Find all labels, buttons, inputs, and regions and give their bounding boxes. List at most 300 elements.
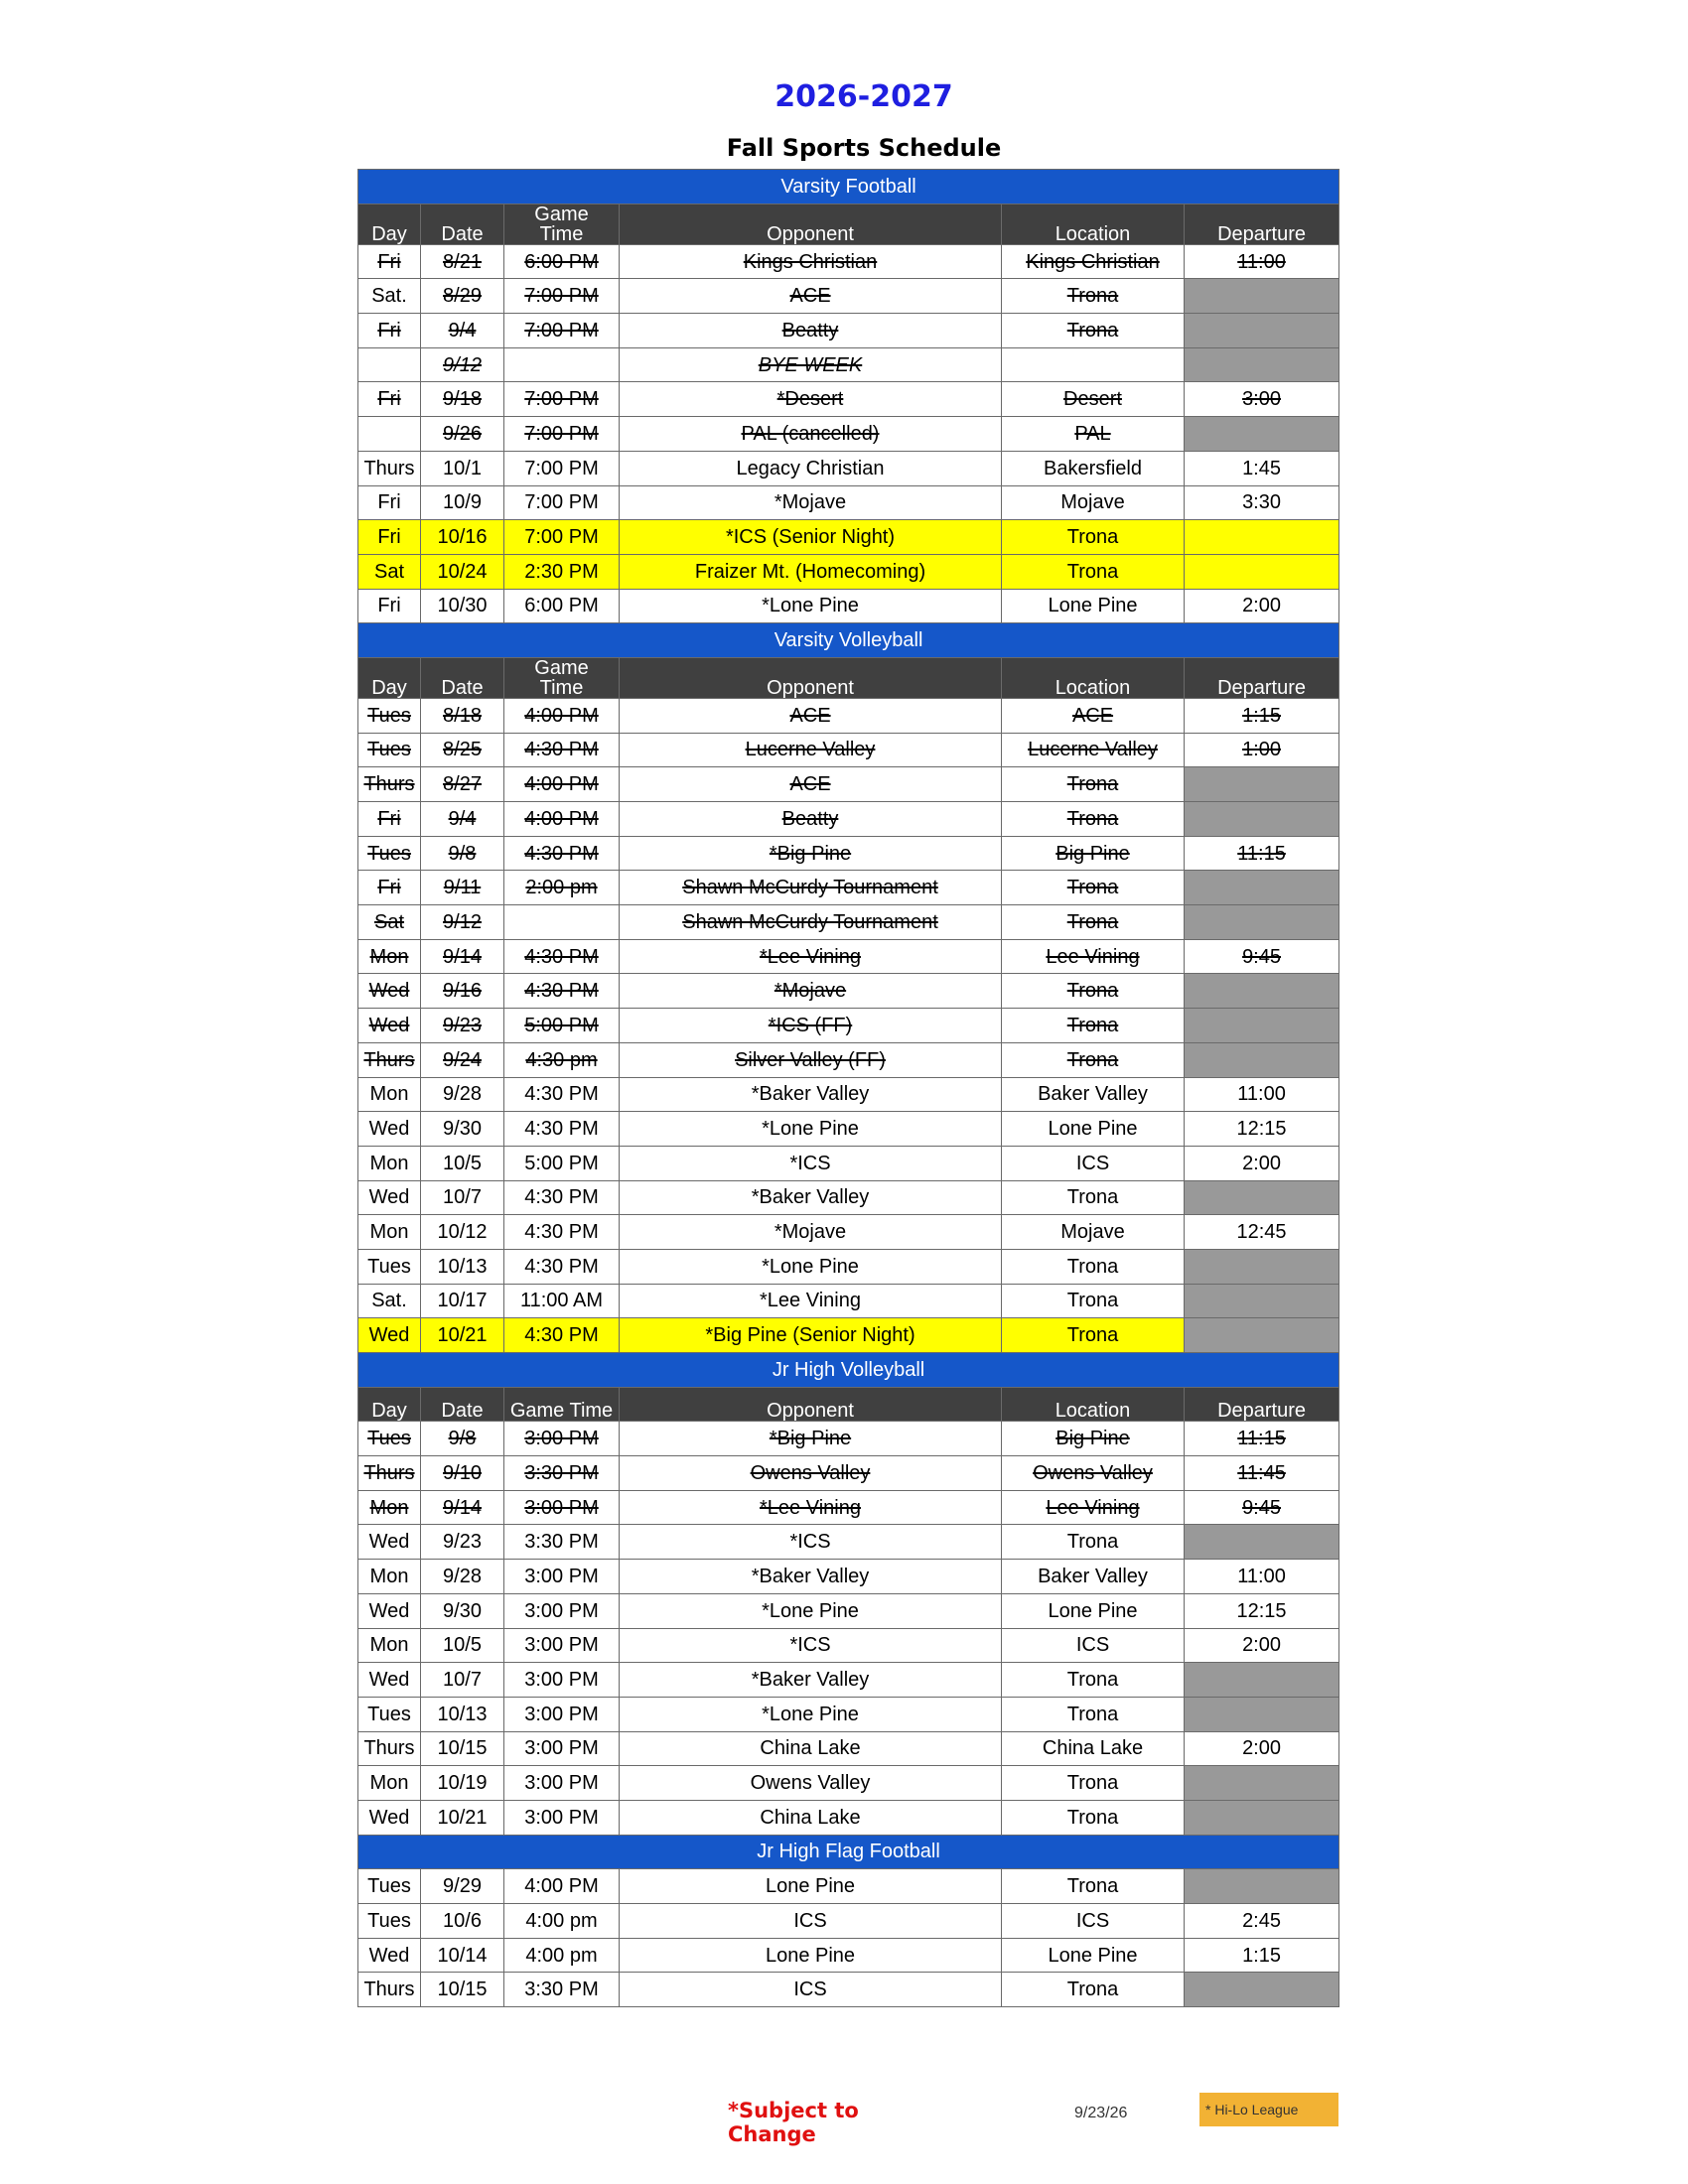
day-cell: Wed	[358, 1009, 421, 1043]
page-subtitle: Fall Sports Schedule	[726, 134, 1002, 162]
col-departure: Departure	[1185, 657, 1339, 698]
time-cell: 2:00 pm	[504, 871, 620, 905]
date-cell: 9/4	[421, 314, 504, 348]
departure-cell	[1185, 1180, 1339, 1215]
departure-cell: 9:45	[1185, 939, 1339, 974]
opponent-cell: ACE	[620, 767, 1002, 802]
departure-cell: 3:30	[1185, 485, 1339, 520]
time-cell: 3:00 PM	[504, 1490, 620, 1525]
departure-cell: 2:00	[1185, 589, 1339, 623]
day-cell	[358, 347, 421, 382]
col-day: Day	[358, 1387, 421, 1422]
opponent-cell: PAL (cancelled)	[620, 417, 1002, 452]
table-row-highlighted	[358, 554, 1339, 589]
opponent-cell: *Baker Valley	[620, 1560, 1002, 1594]
day-cell	[358, 417, 421, 452]
departure-cell: 2:45	[1185, 1904, 1339, 1939]
departure-cell	[1185, 974, 1339, 1009]
day-cell: Tues	[358, 1249, 421, 1284]
table-row	[358, 939, 1339, 974]
location-cell: Trona	[1002, 802, 1185, 837]
location-cell: Big Pine	[1002, 836, 1185, 871]
time-cell: 7:00 PM	[504, 382, 620, 417]
table-row	[358, 1146, 1339, 1180]
departure-cell	[1185, 871, 1339, 905]
departure-cell	[1185, 520, 1339, 555]
section-title: Varsity Football	[358, 170, 1339, 205]
opponent-cell: Lone Pine	[620, 1869, 1002, 1904]
location-cell: Lee Vining	[1002, 1490, 1185, 1525]
col-opponent: Opponent	[620, 1387, 1002, 1422]
opponent-cell: *Desert	[620, 382, 1002, 417]
col-departure: Departure	[1185, 1387, 1339, 1422]
table-row	[358, 905, 1339, 940]
opponent-cell: Silver Valley (FF)	[620, 1042, 1002, 1077]
day-cell: Wed	[358, 1593, 421, 1628]
table-row	[358, 974, 1339, 1009]
table-row	[358, 836, 1339, 871]
time-cell: 4:00 PM	[504, 698, 620, 733]
departure-cell	[1185, 314, 1339, 348]
table-row	[358, 451, 1339, 485]
table-row	[358, 1560, 1339, 1594]
time-cell: 4:30 PM	[504, 1318, 620, 1353]
col-location: Location	[1002, 657, 1185, 698]
time-cell: 4:30 PM	[504, 733, 620, 767]
location-cell: Lone Pine	[1002, 1112, 1185, 1147]
day-cell: Tues	[358, 1422, 421, 1456]
departure-cell: 2:00	[1185, 1146, 1339, 1180]
col-game-time: Game Time	[504, 204, 620, 244]
departure-cell: 11:15	[1185, 1422, 1339, 1456]
date-cell: 9/12	[421, 347, 504, 382]
day-cell: Thurs	[358, 1456, 421, 1491]
col-date: Date	[421, 657, 504, 698]
opponent-cell: *Mojave	[620, 1215, 1002, 1250]
day-cell: Thurs	[358, 1731, 421, 1766]
opponent-cell: Legacy Christian	[620, 451, 1002, 485]
day-cell: Tues	[358, 1869, 421, 1904]
opponent-cell: *Big Pine	[620, 836, 1002, 871]
date-cell: 9/23	[421, 1009, 504, 1043]
opponent-cell: *Baker Valley	[620, 1077, 1002, 1112]
location-cell: Trona	[1002, 1284, 1185, 1318]
day-cell: Fri	[358, 314, 421, 348]
time-cell: 2:30 PM	[504, 554, 620, 589]
date-cell: 10/14	[421, 1938, 504, 1973]
departure-cell: 2:00	[1185, 1731, 1339, 1766]
date-cell: 10/13	[421, 1697, 504, 1731]
date-cell: 10/7	[421, 1180, 504, 1215]
departure-cell: 11:15	[1185, 836, 1339, 871]
table-row	[358, 1593, 1339, 1628]
departure-cell: 12:15	[1185, 1112, 1339, 1147]
table-row	[358, 1628, 1339, 1663]
date-cell: 9/30	[421, 1112, 504, 1147]
date-cell: 9/12	[421, 905, 504, 940]
time-cell: 4:30 pm	[504, 1042, 620, 1077]
table-row	[358, 698, 1339, 733]
time-cell: 3:30 PM	[504, 1973, 620, 2007]
location-cell: Trona	[1002, 1697, 1185, 1731]
table-row	[358, 1249, 1339, 1284]
table-row	[358, 417, 1339, 452]
column-header-row	[358, 657, 1339, 698]
departure-cell	[1185, 347, 1339, 382]
day-cell: Fri	[358, 520, 421, 555]
location-cell: Big Pine	[1002, 1422, 1185, 1456]
date-cell: 10/15	[421, 1973, 504, 2007]
departure-cell: 12:45	[1185, 1215, 1339, 1250]
location-cell: Lone Pine	[1002, 589, 1185, 623]
table-row	[358, 1180, 1339, 1215]
departure-cell: 11:00	[1185, 1560, 1339, 1594]
section-header-varsity-football	[358, 170, 1339, 205]
opponent-cell: *Lee Vining	[620, 939, 1002, 974]
location-cell: Trona	[1002, 767, 1185, 802]
col-game-time: Game Time	[504, 1387, 620, 1422]
section-title: Varsity Volleyball	[358, 623, 1339, 658]
table-row	[358, 733, 1339, 767]
col-opponent: Opponent	[620, 657, 1002, 698]
departure-cell	[1185, 1009, 1339, 1043]
table-row	[358, 1215, 1339, 1250]
date-cell: 10/30	[421, 589, 504, 623]
date-cell: 9/8	[421, 1422, 504, 1456]
time-cell: 7:00 PM	[504, 520, 620, 555]
opponent-cell: *Mojave	[620, 485, 1002, 520]
table-row	[358, 382, 1339, 417]
table-row	[358, 1525, 1339, 1560]
time-cell: 4:30 PM	[504, 939, 620, 974]
departure-cell: 1:45	[1185, 451, 1339, 485]
date-cell: 10/21	[421, 1800, 504, 1835]
departure-cell: 12:15	[1185, 1593, 1339, 1628]
opponent-cell: ACE	[620, 698, 1002, 733]
time-cell	[504, 347, 620, 382]
departure-cell: 3:00	[1185, 382, 1339, 417]
opponent-cell: *Big Pine (Senior Night)	[620, 1318, 1002, 1353]
departure-cell	[1185, 1525, 1339, 1560]
date-cell: 10/5	[421, 1146, 504, 1180]
departure-cell: 11:00	[1185, 244, 1339, 279]
day-cell: Mon	[358, 1490, 421, 1525]
time-cell: 6:00 PM	[504, 244, 620, 279]
table-row	[358, 1284, 1339, 1318]
time-cell: 4:30 PM	[504, 1249, 620, 1284]
departure-cell	[1185, 279, 1339, 314]
departure-cell: 9:45	[1185, 1490, 1339, 1525]
location-cell: Lucerne Valley	[1002, 733, 1185, 767]
date-cell: 9/14	[421, 939, 504, 974]
date-cell: 9/29	[421, 1869, 504, 1904]
table-row	[358, 1938, 1339, 1973]
location-cell: Trona	[1002, 1973, 1185, 2007]
date-cell: 10/24	[421, 554, 504, 589]
table-row	[358, 871, 1339, 905]
column-header-row	[358, 204, 1339, 244]
day-cell: Wed	[358, 1800, 421, 1835]
location-cell: PAL	[1002, 417, 1185, 452]
col-day: Day	[358, 204, 421, 244]
date-cell: 9/18	[421, 382, 504, 417]
opponent-cell: Lucerne Valley	[620, 733, 1002, 767]
day-cell: Wed	[358, 1525, 421, 1560]
location-cell: Trona	[1002, 1663, 1185, 1698]
opponent-cell: *ICS	[620, 1628, 1002, 1663]
time-cell: 3:30 PM	[504, 1525, 620, 1560]
opponent-cell: Beatty	[620, 314, 1002, 348]
location-cell: Bakersfield	[1002, 451, 1185, 485]
section-header-jr-high-volleyball	[358, 1353, 1339, 1388]
opponent-cell: ACE	[620, 279, 1002, 314]
day-cell: Thurs	[358, 767, 421, 802]
opponent-cell: Owens Valley	[620, 1456, 1002, 1491]
time-cell: 4:30 PM	[504, 1180, 620, 1215]
schedule-table	[357, 169, 1339, 2007]
time-cell: 4:30 PM	[504, 974, 620, 1009]
opponent-cell: *ICS (FF)	[620, 1009, 1002, 1043]
departure-cell: 2:00	[1185, 1628, 1339, 1663]
opponent-cell: Shawn McCurdy Tournament	[620, 905, 1002, 940]
section-title: Jr High Flag Football	[358, 1835, 1339, 1869]
table-row	[358, 589, 1339, 623]
time-cell: 4:00 pm	[504, 1938, 620, 1973]
time-cell: 3:00 PM	[504, 1593, 620, 1628]
date-cell: 9/28	[421, 1560, 504, 1594]
date-cell: 9/8	[421, 836, 504, 871]
opponent-cell: *Lone Pine	[620, 1112, 1002, 1147]
date-cell: 10/13	[421, 1249, 504, 1284]
opponent-cell: BYE WEEK	[620, 347, 1002, 382]
departure-cell: 1:15	[1185, 1938, 1339, 1973]
subject-to-change-note: *Subject to Change	[728, 2099, 859, 2146]
date-cell: 9/28	[421, 1077, 504, 1112]
table-row	[358, 485, 1339, 520]
table-row	[358, 1042, 1339, 1077]
date-cell: 9/10	[421, 1456, 504, 1491]
section-title: Jr High Volleyball	[358, 1353, 1339, 1388]
location-cell: Trona	[1002, 871, 1185, 905]
opponent-cell: ICS	[620, 1973, 1002, 2007]
time-cell: 5:00 PM	[504, 1146, 620, 1180]
day-cell: Thurs	[358, 1973, 421, 2007]
time-cell: 3:00 PM	[504, 1663, 620, 1698]
time-cell: 11:00 AM	[504, 1284, 620, 1318]
date-cell: 9/16	[421, 974, 504, 1009]
time-cell: 4:30 PM	[504, 1112, 620, 1147]
table-row-highlighted	[358, 520, 1339, 555]
location-cell: Mojave	[1002, 485, 1185, 520]
date-cell: 9/23	[421, 1525, 504, 1560]
time-cell: 4:30 PM	[504, 1077, 620, 1112]
table-row	[358, 767, 1339, 802]
opponent-cell: China Lake	[620, 1800, 1002, 1835]
time-cell: 3:00 PM	[504, 1422, 620, 1456]
location-cell: ACE	[1002, 698, 1185, 733]
day-cell: Mon	[358, 1077, 421, 1112]
date-cell: 9/14	[421, 1490, 504, 1525]
departure-cell	[1185, 767, 1339, 802]
day-cell: Tues	[358, 698, 421, 733]
date-cell: 10/5	[421, 1628, 504, 1663]
col-departure: Departure	[1185, 204, 1339, 244]
location-cell: Baker Valley	[1002, 1077, 1185, 1112]
date-cell: 10/17	[421, 1284, 504, 1318]
departure-cell	[1185, 905, 1339, 940]
departure-cell: 1:00	[1185, 733, 1339, 767]
date-cell: 9/11	[421, 871, 504, 905]
day-cell: Sat.	[358, 1284, 421, 1318]
date-cell: 10/7	[421, 1663, 504, 1698]
opponent-cell: *Lee Vining	[620, 1490, 1002, 1525]
location-cell: Trona	[1002, 1042, 1185, 1077]
table-row	[358, 802, 1339, 837]
departure-cell	[1185, 1697, 1339, 1731]
table-row	[358, 1800, 1339, 1835]
day-cell: Sat	[358, 905, 421, 940]
departure-cell	[1185, 1766, 1339, 1801]
day-cell: Mon	[358, 1560, 421, 1594]
departure-cell: 1:15	[1185, 698, 1339, 733]
date-cell: 8/27	[421, 767, 504, 802]
location-cell: Trona	[1002, 905, 1185, 940]
location-cell: Owens Valley	[1002, 1456, 1185, 1491]
location-cell: Trona	[1002, 554, 1185, 589]
location-cell: Trona	[1002, 1009, 1185, 1043]
day-cell: Mon	[358, 1215, 421, 1250]
opponent-cell: Lone Pine	[620, 1938, 1002, 1973]
day-cell: Wed	[358, 974, 421, 1009]
date-cell: 10/21	[421, 1318, 504, 1353]
col-date: Date	[421, 204, 504, 244]
departure-cell	[1185, 802, 1339, 837]
opponent-cell: *Big Pine	[620, 1422, 1002, 1456]
location-cell: Trona	[1002, 974, 1185, 1009]
day-cell: Mon	[358, 1628, 421, 1663]
location-cell: Kings Christian	[1002, 244, 1185, 279]
opponent-cell: *ICS (Senior Night)	[620, 520, 1002, 555]
day-cell: Fri	[358, 589, 421, 623]
col-game-time: Game Time	[504, 657, 620, 698]
departure-cell	[1185, 1869, 1339, 1904]
day-cell: Fri	[358, 802, 421, 837]
table-row	[358, 1112, 1339, 1147]
date-cell: 9/4	[421, 802, 504, 837]
day-cell: Fri	[358, 871, 421, 905]
revision-date: 9/23/26	[1074, 2105, 1128, 2121]
time-cell: 7:00 PM	[504, 314, 620, 348]
day-cell: Fri	[358, 382, 421, 417]
location-cell: Trona	[1002, 314, 1185, 348]
time-cell: 7:00 PM	[504, 417, 620, 452]
time-cell: 3:00 PM	[504, 1560, 620, 1594]
day-cell: Fri	[358, 485, 421, 520]
section-header-jr-high-flag-football	[358, 1835, 1339, 1869]
departure-cell	[1185, 1800, 1339, 1835]
departure-cell: 11:00	[1185, 1077, 1339, 1112]
location-cell: Trona	[1002, 279, 1185, 314]
day-cell: Wed	[358, 1318, 421, 1353]
table-row	[358, 244, 1339, 279]
day-cell: Fri	[358, 244, 421, 279]
section-header-varsity-volleyball	[358, 623, 1339, 658]
time-cell: 3:00 PM	[504, 1731, 620, 1766]
table-row-highlighted	[358, 1318, 1339, 1353]
day-cell: Wed	[358, 1180, 421, 1215]
col-opponent: Opponent	[620, 204, 1002, 244]
location-cell: Desert	[1002, 382, 1185, 417]
departure-cell	[1185, 417, 1339, 452]
location-cell: Trona	[1002, 1766, 1185, 1801]
opponent-cell: China Lake	[620, 1731, 1002, 1766]
location-cell: Trona	[1002, 1180, 1185, 1215]
time-cell: 5:00 PM	[504, 1009, 620, 1043]
day-cell: Tues	[358, 1904, 421, 1939]
opponent-cell: *Mojave	[620, 974, 1002, 1009]
departure-cell	[1185, 1249, 1339, 1284]
date-cell: 10/16	[421, 520, 504, 555]
table-row	[358, 1663, 1339, 1698]
time-cell: 4:30 PM	[504, 836, 620, 871]
day-cell: Wed	[358, 1663, 421, 1698]
date-cell: 10/9	[421, 485, 504, 520]
column-header-row	[358, 1387, 1339, 1422]
location-cell: Trona	[1002, 520, 1185, 555]
table-row	[358, 1869, 1339, 1904]
location-cell: Trona	[1002, 1249, 1185, 1284]
opponent-cell: Owens Valley	[620, 1766, 1002, 1801]
date-cell: 8/29	[421, 279, 504, 314]
location-cell: ICS	[1002, 1904, 1185, 1939]
departure-cell: 11:45	[1185, 1456, 1339, 1491]
location-cell: Lone Pine	[1002, 1593, 1185, 1628]
opponent-cell: *Baker Valley	[620, 1663, 1002, 1698]
col-location: Location	[1002, 1387, 1185, 1422]
location-cell: Lone Pine	[1002, 1938, 1185, 1973]
location-cell: China Lake	[1002, 1731, 1185, 1766]
opponent-cell: Kings Christian	[620, 244, 1002, 279]
departure-cell	[1185, 554, 1339, 589]
col-date: Date	[421, 1387, 504, 1422]
time-cell: 7:00 PM	[504, 279, 620, 314]
location-cell	[1002, 347, 1185, 382]
table-row	[358, 1904, 1339, 1939]
opponent-cell: Shawn McCurdy Tournament	[620, 871, 1002, 905]
time-cell: 3:30 PM	[504, 1456, 620, 1491]
time-cell: 4:00 PM	[504, 1869, 620, 1904]
date-cell: 10/6	[421, 1904, 504, 1939]
departure-cell	[1185, 1318, 1339, 1353]
opponent-cell: *Lee Vining	[620, 1284, 1002, 1318]
opponent-cell: *Lone Pine	[620, 589, 1002, 623]
opponent-cell: *Baker Valley	[620, 1180, 1002, 1215]
date-cell: 10/1	[421, 451, 504, 485]
day-cell: Sat	[358, 554, 421, 589]
table-row	[358, 279, 1339, 314]
location-cell: Trona	[1002, 1869, 1185, 1904]
time-cell: 7:00 PM	[504, 451, 620, 485]
time-cell: 3:00 PM	[504, 1697, 620, 1731]
date-cell: 8/18	[421, 698, 504, 733]
location-cell: Trona	[1002, 1525, 1185, 1560]
date-cell: 10/12	[421, 1215, 504, 1250]
opponent-cell: *Lone Pine	[620, 1697, 1002, 1731]
table-row	[358, 314, 1339, 348]
departure-cell	[1185, 1042, 1339, 1077]
opponent-cell: *ICS	[620, 1146, 1002, 1180]
opponent-cell: Beatty	[620, 802, 1002, 837]
